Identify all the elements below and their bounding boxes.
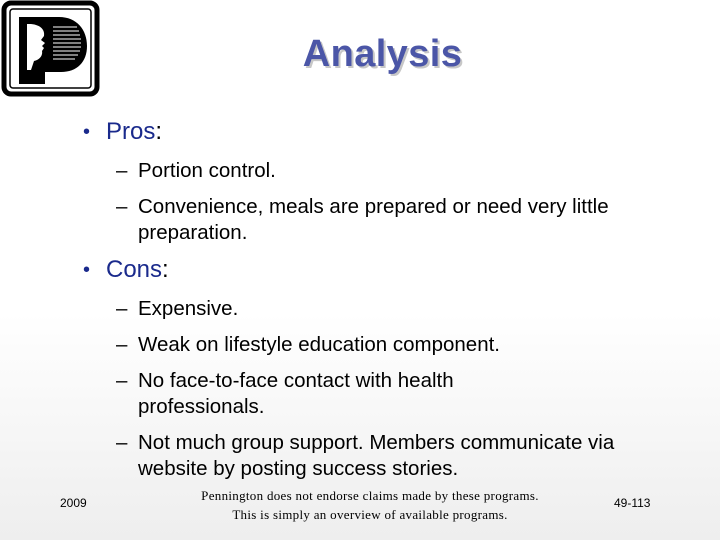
dash-marker: – — [116, 159, 128, 182]
dash-marker: – — [116, 297, 128, 320]
list-item-text: No face-to-face contact with health professionals. — [138, 369, 454, 418]
bullet-icon: • — [83, 259, 91, 281]
section-heading-label: Cons — [106, 256, 163, 283]
footer-disclaimer-line: Pennington does not endorse claims made by these programs. — [201, 488, 539, 503]
list-item — [116, 296, 658, 322]
list-item — [116, 332, 658, 358]
bullet-icon: • — [83, 121, 91, 143]
dash-marker: – — [116, 333, 128, 356]
footer-disclaimer — [160, 486, 580, 524]
page-number: 49-113 — [614, 496, 651, 510]
section-heading-cons — [83, 255, 169, 285]
list-item-text: Convenience, meals are prepared or need very little preparation. — [138, 195, 609, 244]
list-item-text: Expensive. — [138, 297, 239, 320]
list-item-text: Weak on lifestyle education component. — [138, 333, 501, 356]
list-item-text: Not much group support. Members communicate via website by posting success stories. — [138, 431, 615, 480]
section-heading-label: Pros — [106, 118, 156, 145]
footer-disclaimer-line: This is simply an overview of available programs. — [232, 507, 508, 522]
dash-marker: – — [116, 195, 128, 218]
list-item — [116, 430, 628, 481]
list-item — [116, 158, 658, 184]
list-item-text: Portion control. — [138, 159, 276, 182]
list-item — [116, 368, 538, 419]
section-heading-colon: : — [162, 256, 169, 283]
dash-marker: – — [116, 369, 128, 392]
slide-title: Analysis — [302, 33, 463, 75]
list-item — [116, 194, 658, 245]
footer-year: 2009 — [60, 496, 87, 510]
section-heading-colon: : — [155, 118, 163, 145]
dash-marker: – — [116, 431, 128, 454]
section-heading-pros — [83, 117, 163, 147]
